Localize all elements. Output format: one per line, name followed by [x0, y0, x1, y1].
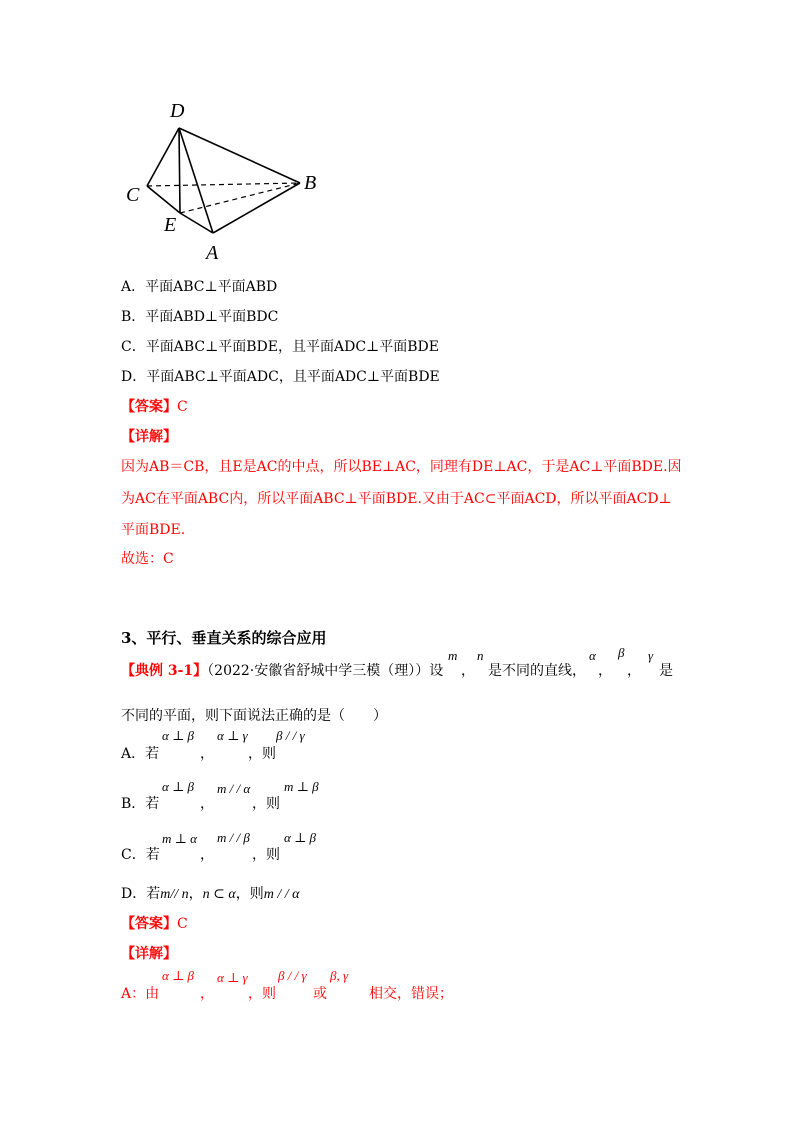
label-B: B	[304, 172, 317, 194]
option-a: A．平面ABC⊥平面ABD	[121, 279, 278, 295]
detail-line-1: 因为AB＝CB，且E是AC的中点，所以BE⊥AC，同理有DE⊥AC，于是AC⊥平面BDE.因	[121, 459, 682, 475]
option-b: B．平面ABD⊥平面BDC	[121, 309, 279, 325]
example-line-1: 【典例 3-1】（2022·安徽省舒城中学三模（理））设	[121, 663, 444, 679]
ex-option-a-then: ，则	[248, 746, 276, 762]
ex-detail-a-end: 相交，错误；	[369, 986, 453, 1002]
ex-option-a-e3: β / / γ	[276, 728, 305, 743]
ex-detail-a-e4: β, γ	[330, 968, 349, 983]
label-C: C	[126, 184, 140, 206]
ex-option-c-then: ，则	[252, 847, 280, 863]
example-mid: 是不同的直线，	[488, 663, 586, 679]
label-D: D	[170, 100, 185, 122]
ex-option-c-e2: m / / β	[217, 830, 250, 845]
ex-detail-a-or: 或	[313, 986, 327, 1002]
ex-option-b-e1: α ⊥ β	[162, 779, 195, 794]
ex-detail-a-comma: ，	[200, 986, 214, 1002]
ex-option-c-e3: α ⊥ β	[284, 830, 317, 845]
ex-option-c-e1: m ⊥ α	[162, 831, 197, 846]
ex-detail-a-e1: α ⊥ β	[162, 968, 195, 983]
var-gamma: γ	[648, 648, 654, 663]
ex-option-a-comma: ，	[200, 746, 214, 762]
ex-option-b-then: ，则	[252, 796, 280, 812]
ex-detail-a-then: ，则	[248, 986, 276, 1002]
ex-detail-a-prefix: A：由	[121, 986, 160, 1002]
example-end: 是	[659, 663, 673, 679]
comma-1: ，	[461, 663, 475, 679]
ex-option-c-comma: ，	[200, 847, 214, 863]
ex-option-b-letter: B．若	[121, 796, 160, 812]
option-c: C．平面ABC⊥平面BDE，且平面ADC⊥平面BDE	[121, 339, 439, 355]
detail-line-2: 为AC在平面ABC内，所以平面ABC⊥平面BDE.又由于AC⊂平面ACD，所以平面ACD⊥	[121, 491, 672, 507]
var-beta: β	[618, 645, 625, 660]
detail-tag: 【详解】	[121, 429, 177, 445]
ex-option-a-letter: A．若	[121, 746, 160, 762]
label-E: E	[164, 214, 177, 236]
ex-option-b-comma: ，	[200, 796, 214, 812]
ex-answer-line: 【答案】C	[121, 916, 188, 932]
label-A: A	[206, 242, 219, 264]
answer-line: 【答案】C	[121, 399, 188, 415]
ex-option-b-e3: m ⊥ β	[284, 779, 319, 794]
tetrahedron-figure	[120, 95, 330, 270]
ex-option-c-letter: C．若	[121, 847, 160, 863]
var-alpha: α	[589, 648, 596, 663]
section-title: 3、平行、垂直关系的综合应用	[121, 629, 327, 647]
comma-3: ，	[627, 663, 641, 679]
detail-line-3: 平面BDE.	[121, 522, 186, 538]
var-n: n	[477, 648, 484, 663]
ex-detail-a-e3: β / / γ	[278, 968, 307, 983]
ex-detail-tag: 【详解】	[121, 946, 177, 962]
option-d: D．平面ABC⊥平面ADC，且平面ADC⊥平面BDE	[121, 369, 440, 385]
ex-option-a-e2: α ⊥ γ	[217, 728, 248, 743]
comma-2: ，	[598, 663, 612, 679]
conclusion: 故选：C	[121, 551, 174, 567]
var-m: m	[448, 648, 458, 663]
ex-detail-a-e2: α ⊥ γ	[217, 970, 248, 985]
ex-option-d: D．若m// n，n ⊂ α，则m / / α	[121, 886, 300, 902]
ex-option-b-e2: m / / α	[217, 781, 251, 796]
ex-option-a-e1: α ⊥ β	[162, 728, 195, 743]
example-line-2: 不同的平面，则下面说法正确的是（ ）	[121, 708, 387, 724]
